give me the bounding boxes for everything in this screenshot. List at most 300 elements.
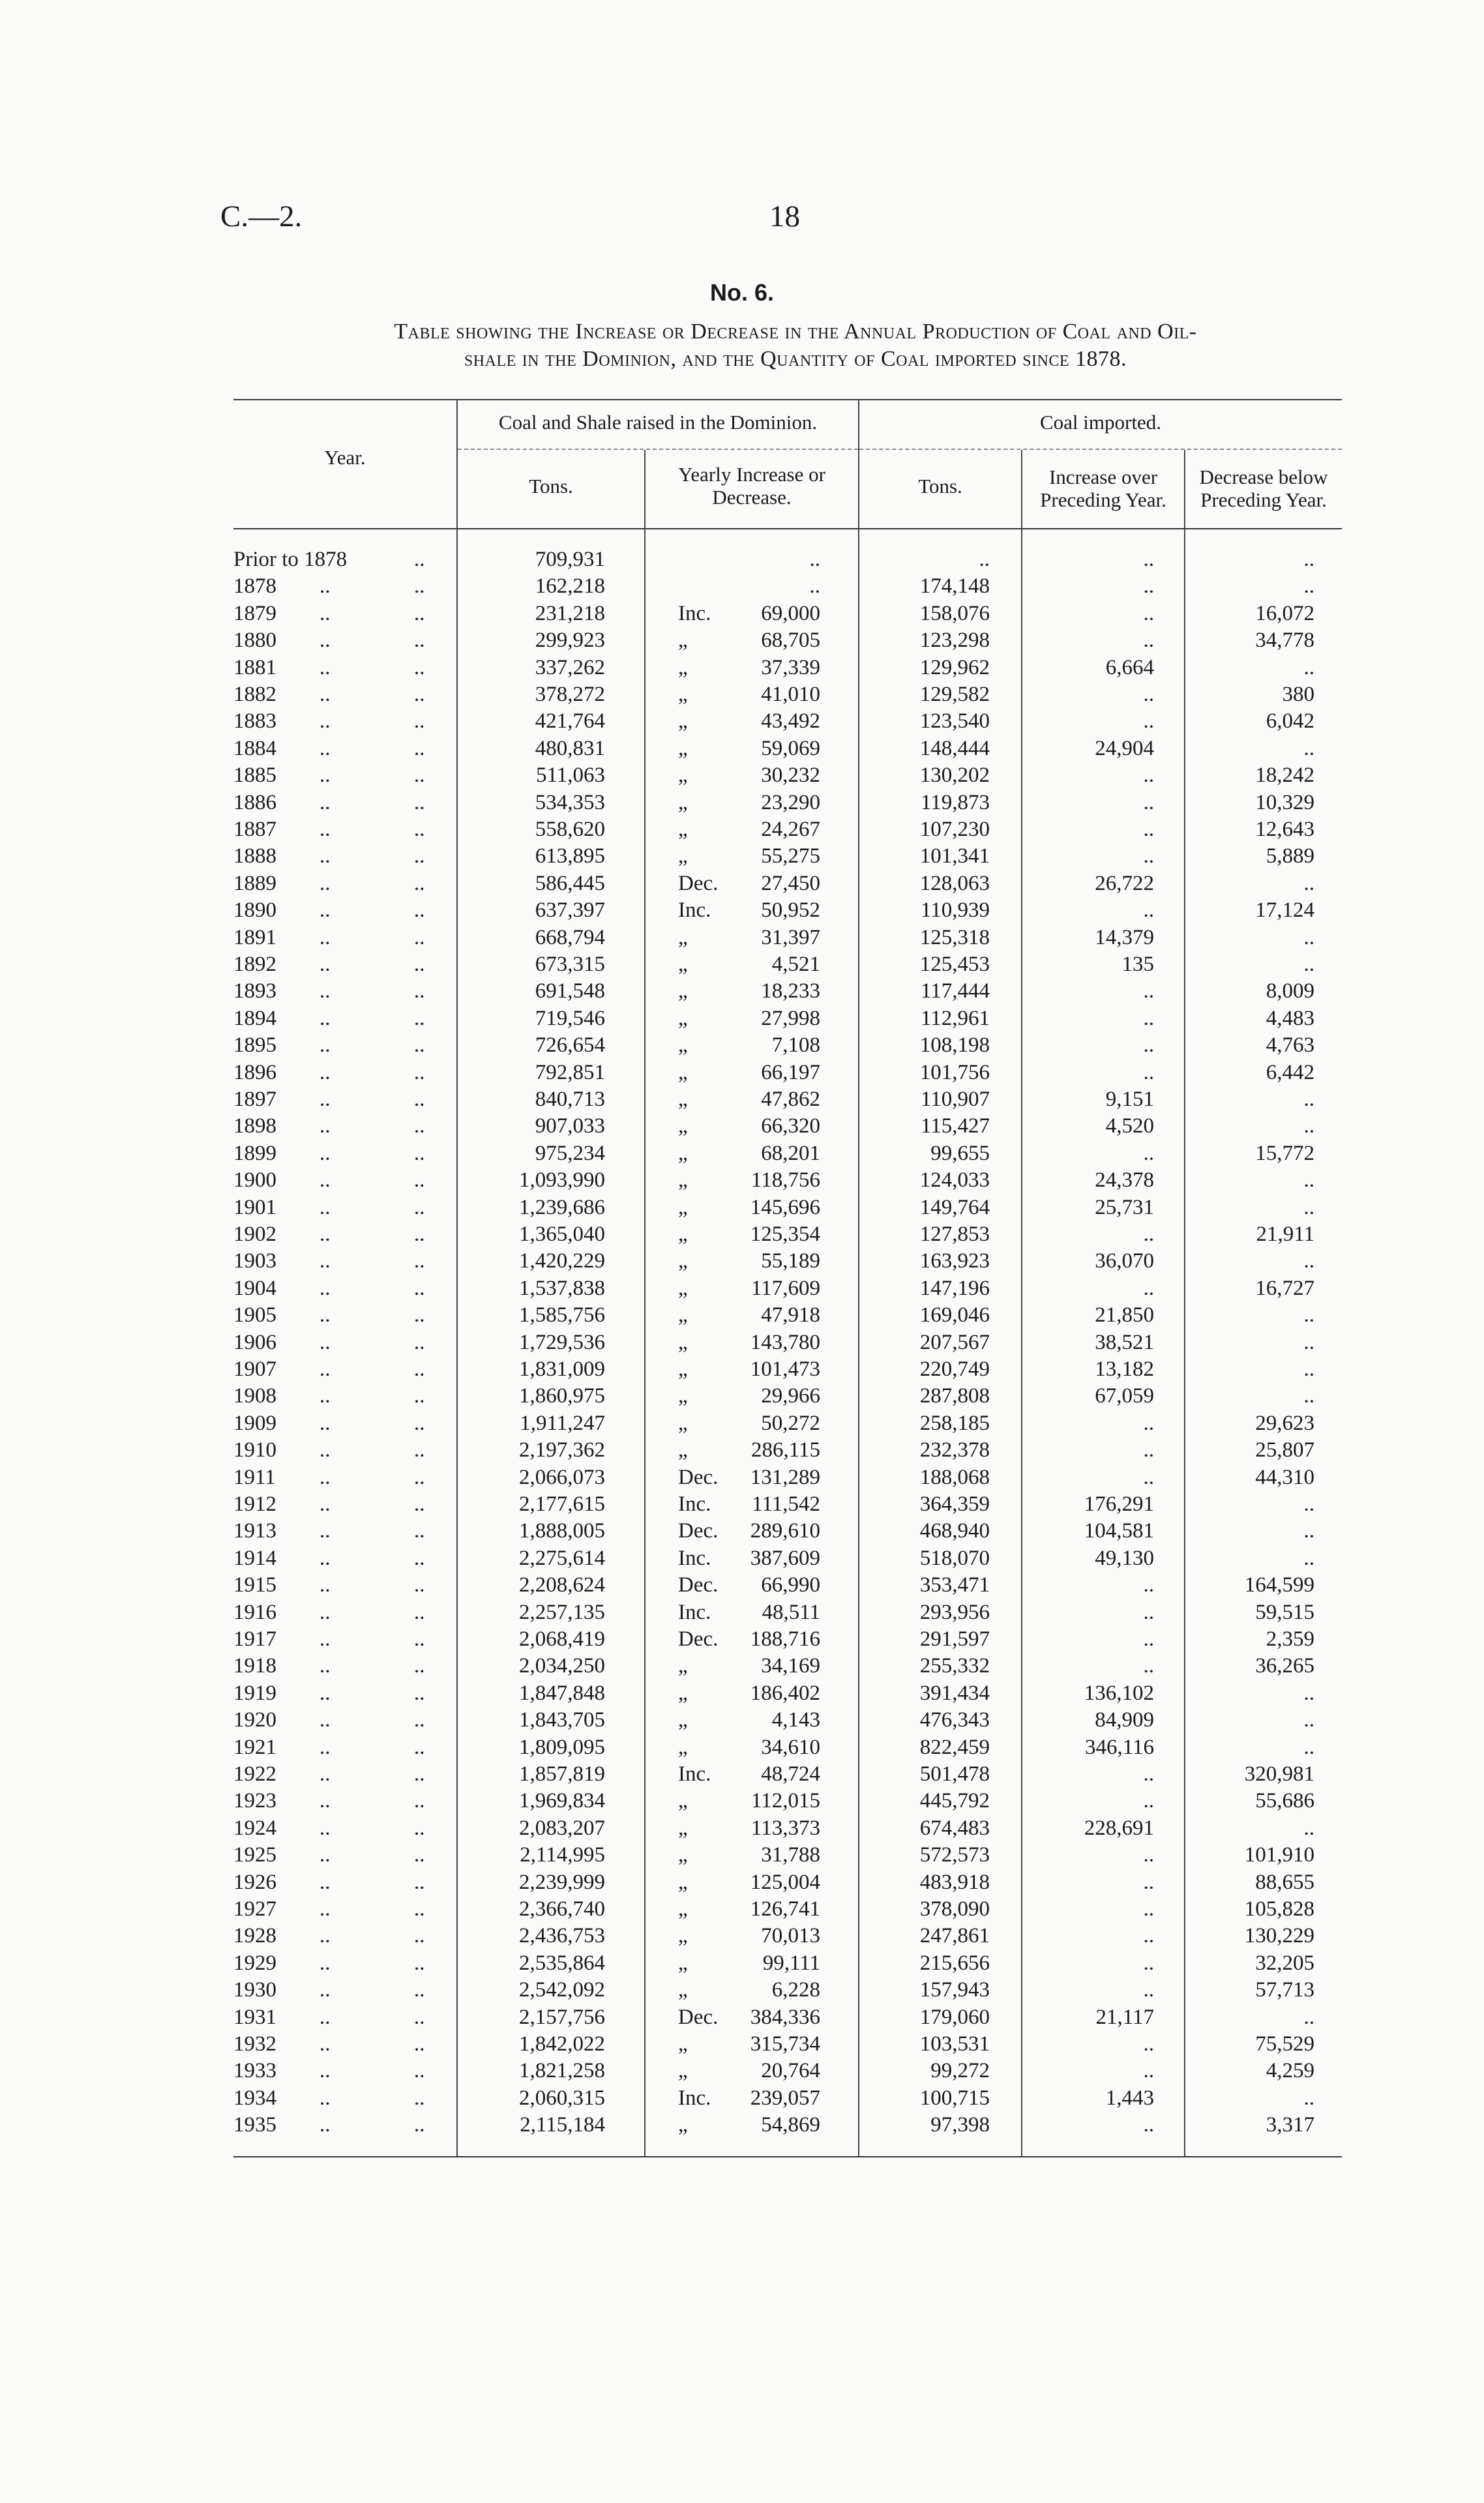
raised-tons-cell: 2,066,073 [519, 1466, 605, 1489]
yearly-change-cell: 48,511 [762, 1601, 820, 1624]
header-imported-tons: Tons. [918, 475, 962, 497]
import-increase-cell: .. [1143, 1466, 1154, 1489]
leader-dots: .. [414, 1654, 425, 1678]
change-direction-cell: „ [678, 1249, 688, 1273]
import-decrease-cell: .. [1303, 1114, 1314, 1138]
table-row [0, 897, 1484, 924]
leader-dots: .. [414, 1492, 425, 1516]
leader-dots: .. [319, 1789, 331, 1813]
yearly-change-cell: 112,015 [750, 1789, 820, 1813]
table-row [0, 708, 1484, 735]
year-cell: 1902 [233, 1222, 276, 1246]
imported-tons-cell: 147,196 [919, 1277, 990, 1300]
yearly-change-cell: 34,610 [761, 1736, 820, 1759]
raised-tons-cell: 421,764 [535, 709, 605, 733]
import-decrease-cell: 130,229 [1244, 1924, 1314, 1948]
year-cell: 1904 [233, 1277, 276, 1300]
leader-dots: .. [414, 1978, 425, 2002]
raised-tons-cell: 1,842,022 [519, 2032, 605, 2056]
year-cell: 1905 [233, 1303, 276, 1327]
import-decrease-cell: .. [1303, 1519, 1314, 1543]
leader-dots: .. [414, 1789, 425, 1813]
leader-dots: .. [319, 574, 331, 598]
import-decrease-cell: .. [1303, 1196, 1314, 1219]
leader-dots: .. [414, 1843, 425, 1867]
import-decrease-cell: .. [1303, 1303, 1314, 1327]
change-direction-cell: Inc. [678, 1547, 711, 1570]
bottom-rule [233, 2156, 1342, 2157]
table-row [0, 1248, 1484, 1275]
imported-tons-cell: 501,478 [919, 1762, 990, 1786]
import-increase-cell: 49,130 [1095, 1547, 1154, 1570]
leader-dots: .. [414, 1951, 425, 1975]
change-direction-cell: „ [678, 1061, 688, 1084]
raised-tons-cell: 1,420,229 [519, 1249, 605, 1273]
raised-tons-cell: 2,083,207 [519, 1816, 605, 1840]
table-title [222, 318, 1369, 373]
import-decrease-cell: .. [1303, 872, 1314, 895]
leader-dots: .. [414, 1736, 425, 1759]
leader-dots: .. [414, 1033, 425, 1057]
imported-tons-cell: 100,715 [919, 2086, 990, 2110]
year-cell: 1893 [233, 979, 276, 1003]
imported-tons-cell: 247,861 [919, 1924, 990, 1948]
leader-dots: .. [319, 1357, 331, 1381]
import-decrease-cell: 4,763 [1266, 1033, 1314, 1057]
import-decrease-cell: 320,981 [1244, 1762, 1314, 1786]
leader-dots: .. [414, 709, 425, 733]
yearly-change-cell: 145,696 [750, 1196, 820, 1219]
leader-dots: .. [319, 844, 331, 868]
yearly-change-cell: 188,716 [750, 1627, 820, 1651]
yearly-change-cell: 31,397 [761, 926, 820, 949]
change-direction-cell: „ [678, 737, 688, 760]
imported-tons-cell: 123,298 [919, 629, 990, 652]
leader-dots: .. [414, 1142, 425, 1165]
yearly-change-cell: 47,862 [761, 1088, 820, 1111]
change-direction-cell: „ [678, 2059, 688, 2082]
leader-dots: .. [319, 2113, 331, 2137]
yearly-change-cell: 113,373 [750, 1816, 820, 1840]
yearly-change-cell: 27,450 [761, 872, 820, 895]
raised-tons-cell: 2,239,999 [519, 1871, 605, 1894]
import-increase-cell: .. [1143, 1951, 1154, 1975]
imported-tons-cell: 117,444 [920, 979, 990, 1003]
imported-tons-cell: 128,063 [919, 872, 990, 895]
change-direction-cell: „ [678, 1222, 688, 1246]
leader-dots: .. [414, 2086, 425, 2110]
table-row [0, 2112, 1484, 2139]
raised-tons-cell: 907,033 [535, 1114, 605, 1138]
yearly-change-cell: 125,354 [750, 1222, 820, 1246]
import-increase-cell: 6,664 [1105, 656, 1154, 679]
imported-tons-cell: 125,453 [919, 953, 990, 976]
import-decrease-cell: 5,889 [1266, 844, 1314, 868]
table-row [0, 1005, 1484, 1032]
yearly-change-cell: 286,115 [750, 1438, 820, 1462]
yearly-change-cell: 47,918 [761, 1303, 820, 1327]
change-direction-cell: „ [678, 1871, 688, 1894]
header-group-raised: Coal and Shale raised in the Dominion. [498, 411, 818, 434]
import-decrease-cell: 8,009 [1266, 979, 1314, 1003]
imported-tons-cell: 822,459 [919, 1736, 990, 1759]
leader-dots: .. [319, 1736, 331, 1759]
year-cell: 1896 [233, 1061, 276, 1084]
raised-tons-cell: 480,831 [535, 737, 605, 760]
imported-tons-cell: 674,483 [919, 1816, 990, 1840]
leader-dots: .. [414, 2032, 425, 2056]
import-decrease-cell: .. [1303, 574, 1314, 598]
imported-tons-cell: 130,202 [919, 763, 990, 787]
leader-dots: .. [414, 818, 425, 841]
import-increase-cell: .. [1143, 979, 1154, 1003]
yearly-change-cell: 37,339 [761, 656, 820, 679]
import-increase-cell: 84,909 [1095, 1708, 1154, 1732]
header-yearly-line-1: Yearly Increase or [678, 463, 825, 486]
change-direction-cell: „ [678, 926, 688, 949]
imported-tons-cell: 101,341 [919, 844, 990, 868]
import-decrease-cell: 57,713 [1255, 1978, 1314, 2002]
import-decrease-cell: 105,828 [1244, 1897, 1314, 1921]
raised-tons-cell: 2,115,184 [520, 2113, 605, 2137]
raised-tons-cell: 162,218 [535, 574, 605, 598]
import-decrease-cell: 6,042 [1266, 709, 1314, 733]
year-cell: 1884 [233, 737, 276, 760]
import-decrease-cell: .. [1303, 953, 1314, 976]
raised-tons-cell: 2,068,419 [519, 1627, 605, 1651]
yearly-change-cell: 50,952 [761, 898, 820, 922]
imported-tons-cell: 97,398 [930, 2113, 990, 2137]
imported-tons-cell: 179,060 [919, 2006, 990, 2029]
header-increase [1022, 466, 1184, 511]
leader-dots: .. [319, 1627, 331, 1651]
change-direction-cell: „ [678, 1357, 688, 1381]
import-increase-cell: .. [1143, 1762, 1154, 1786]
change-direction-cell: „ [678, 1168, 688, 1192]
import-increase-cell: 176,291 [1084, 1492, 1154, 1516]
raised-tons-cell: 1,537,838 [519, 1277, 605, 1300]
leader-dots: .. [414, 1384, 425, 1408]
imported-tons-cell: 232,378 [919, 1438, 990, 1462]
year-cell: 1915 [233, 1573, 276, 1597]
raised-tons-cell: 2,542,092 [519, 1978, 605, 2002]
imported-tons-cell: 129,582 [919, 683, 990, 706]
leader-dots: .. [414, 1222, 425, 1246]
import-increase-cell: .. [1143, 574, 1154, 598]
import-decrease-cell: 55,686 [1255, 1789, 1314, 1813]
table-row [0, 1194, 1484, 1221]
imported-tons-cell: 169,046 [919, 1303, 990, 1327]
table-row [0, 627, 1484, 654]
year-cell: 1911 [233, 1466, 276, 1489]
change-direction-cell: „ [678, 1033, 688, 1057]
yearly-change-cell: 66,197 [761, 1061, 820, 1084]
yearly-change-cell: 70,013 [761, 1924, 820, 1948]
import-increase-cell: 135 [1121, 953, 1154, 976]
import-decrease-cell: 16,072 [1255, 602, 1314, 625]
change-direction-cell: „ [678, 1331, 688, 1354]
import-decrease-cell: .. [1303, 1816, 1314, 1840]
year-cell: 1930 [233, 1978, 276, 2002]
change-direction-cell: Inc. [678, 1601, 711, 1624]
imported-tons-cell: 99,272 [930, 2059, 990, 2082]
import-increase-cell: 228,691 [1084, 1816, 1154, 1840]
leader-dots: .. [319, 1007, 331, 1030]
table-row [0, 1302, 1484, 1329]
leader-dots: .. [319, 872, 331, 895]
raised-tons-cell: 1,888,005 [519, 1519, 605, 1543]
imported-tons-cell: 158,076 [919, 602, 990, 625]
imported-tons-cell: 108,198 [919, 1033, 990, 1057]
raised-group-rule [458, 449, 858, 450]
change-direction-cell: „ [678, 1736, 688, 1759]
year-cell: 1879 [233, 602, 276, 625]
year-cell: 1890 [233, 898, 276, 922]
raised-tons-cell: 709,931 [535, 548, 605, 571]
imported-tons-cell: 188,068 [919, 1466, 990, 1489]
import-increase-cell: .. [1143, 1573, 1154, 1597]
raised-tons-cell: 2,208,624 [519, 1573, 605, 1597]
table-row [0, 1491, 1484, 1518]
table-row [0, 2085, 1484, 2112]
raised-tons-cell: 586,445 [535, 872, 605, 895]
import-decrease-cell: 21,911 [1256, 1222, 1314, 1246]
header-group-imported: Coal imported. [1040, 411, 1161, 434]
year-cell: 1931 [233, 2006, 276, 2029]
leader-dots: .. [414, 1897, 425, 1921]
raised-tons-cell: 1,860,975 [519, 1384, 605, 1408]
header-bottom-rule [233, 528, 1342, 529]
import-increase-cell: .. [1143, 791, 1154, 814]
table-row [0, 1464, 1484, 1491]
leader-dots: .. [414, 1007, 425, 1030]
leader-dots: .. [414, 1924, 425, 1948]
leader-dots: .. [414, 1357, 425, 1381]
change-direction-cell: „ [678, 818, 688, 841]
year-cell: 1897 [233, 1088, 276, 1111]
import-increase-cell: .. [1143, 1843, 1154, 1867]
imported-tons-cell: 149,764 [919, 1196, 990, 1219]
raised-tons-cell: 1,843,705 [519, 1708, 605, 1732]
year-cell: 1899 [233, 1142, 276, 1165]
import-increase-cell: .. [1143, 548, 1154, 571]
year-cell: 1933 [233, 2059, 276, 2082]
change-direction-cell: „ [678, 1277, 688, 1300]
change-direction-cell: „ [678, 1303, 688, 1327]
raised-tons-cell: 2,177,615 [519, 1492, 605, 1516]
year-cell: 1932 [233, 2032, 276, 2056]
year-cell: 1934 [233, 2086, 276, 2110]
change-direction-cell: „ [678, 1978, 688, 2002]
leader-dots: .. [414, 1303, 425, 1327]
yearly-change-cell: 4,143 [771, 1708, 820, 1732]
leader-dots: .. [319, 1438, 331, 1462]
year-cell: 1888 [233, 844, 276, 868]
imported-tons-cell: 107,230 [919, 818, 990, 841]
year-cell: 1892 [233, 953, 276, 976]
table-row [0, 978, 1484, 1005]
import-increase-cell: .. [1143, 1033, 1154, 1057]
raised-tons-cell: 1,847,848 [519, 1681, 605, 1705]
year-cell: 1898 [233, 1114, 276, 1138]
year-cell: 1885 [233, 763, 276, 787]
change-direction-cell: „ [678, 683, 688, 706]
yearly-change-cell: 20,764 [761, 2059, 820, 2082]
import-increase-cell: 25,731 [1095, 1196, 1154, 1219]
leader-dots: .. [414, 574, 425, 598]
table-row [0, 1356, 1484, 1383]
leader-dots: .. [414, 1573, 425, 1597]
change-direction-cell: „ [678, 2113, 688, 2137]
yearly-change-cell: 68,705 [761, 629, 820, 652]
header-year: Year. [324, 446, 366, 469]
raised-tons-cell: 719,546 [535, 1007, 605, 1030]
change-direction-cell: „ [678, 953, 688, 976]
leader-dots: .. [414, 1601, 425, 1624]
import-decrease-cell: 10,329 [1255, 791, 1314, 814]
import-decrease-cell: 29,623 [1255, 1412, 1314, 1435]
import-increase-cell: .. [1143, 1897, 1154, 1921]
leader-dots: .. [319, 1303, 331, 1327]
yearly-change-cell: 101,473 [750, 1357, 820, 1381]
change-direction-cell: „ [678, 1681, 688, 1705]
yearly-change-cell: 384,336 [750, 2006, 820, 2029]
raised-tons-cell: 378,272 [535, 683, 605, 706]
import-increase-cell: .. [1143, 709, 1154, 733]
year-cell: 1926 [233, 1871, 276, 1894]
change-direction-cell: Dec. [678, 1466, 719, 1489]
import-decrease-cell: .. [1303, 1357, 1314, 1381]
change-direction-cell: „ [678, 629, 688, 652]
raised-tons-cell: 1,857,819 [519, 1762, 605, 1786]
import-decrease-cell: 4,259 [1266, 2059, 1314, 2082]
import-increase-cell: 1,443 [1105, 2086, 1154, 2110]
leader-dots: .. [414, 898, 425, 922]
import-increase-cell: 136,102 [1084, 1681, 1154, 1705]
table-row [0, 1086, 1484, 1113]
imported-tons-cell: 124,033 [919, 1168, 990, 1192]
leader-dots: .. [414, 2059, 425, 2082]
import-decrease-cell: .. [1303, 656, 1314, 679]
imported-tons-cell: 157,943 [919, 1978, 990, 2002]
raised-tons-cell: 1,969,834 [519, 1789, 605, 1813]
year-cell: 1889 [233, 872, 276, 895]
table-row [0, 1437, 1484, 1464]
raised-tons-cell: 673,315 [535, 953, 605, 976]
header-increase-line-2: Preceding Year. [1040, 488, 1166, 511]
imported-tons-cell: 123,540 [919, 709, 990, 733]
imported-tons-cell: 129,962 [919, 656, 990, 679]
import-decrease-cell: .. [1303, 1088, 1314, 1111]
leader-dots: .. [414, 1708, 425, 1732]
leader-dots: .. [319, 818, 331, 841]
change-direction-cell: Inc. [678, 898, 711, 922]
raised-tons-cell: 2,114,995 [520, 1843, 605, 1867]
raised-tons-cell: 2,157,756 [519, 2006, 605, 2029]
leader-dots: .. [319, 1033, 331, 1057]
table-title-line-1: Table showing the Increase or Decrease in the Annual Production of Coal and Oil- [394, 319, 1197, 344]
raised-tons-cell: 1,809,095 [519, 1736, 605, 1759]
import-decrease-cell: .. [1303, 1492, 1314, 1516]
yearly-change-cell: 23,290 [761, 791, 820, 814]
change-direction-cell: Dec. [678, 1573, 719, 1597]
change-direction-cell: Inc. [678, 602, 711, 625]
import-decrease-cell: .. [1303, 1168, 1314, 1192]
imported-tons-cell: 127,853 [919, 1222, 990, 1246]
year-cell: 1922 [233, 1762, 276, 1786]
table-title-line-2: shale in the Dominion, and the Quantity of Coal imported since 1878. [464, 347, 1127, 371]
raised-tons-cell: 613,895 [535, 844, 605, 868]
table-row [0, 843, 1484, 870]
change-direction-cell: „ [678, 791, 688, 814]
table-row [0, 1842, 1484, 1869]
leader-dots: .. [414, 737, 425, 760]
raised-tons-cell: 975,234 [535, 1142, 605, 1165]
import-decrease-cell: .. [1303, 1331, 1314, 1354]
import-increase-cell: .. [1143, 1142, 1154, 1165]
table-row [0, 1950, 1484, 1977]
leader-dots: .. [319, 1843, 331, 1867]
leader-dots: .. [414, 629, 425, 652]
leader-dots: .. [319, 926, 331, 949]
change-direction-cell: „ [678, 1088, 688, 1111]
import-increase-cell: .. [1143, 1654, 1154, 1678]
change-direction-cell: „ [678, 979, 688, 1003]
raised-tons-cell: 558,620 [535, 818, 605, 841]
leader-dots: .. [319, 1573, 331, 1597]
leader-dots: .. [319, 1277, 331, 1300]
year-cell: 1880 [233, 629, 276, 652]
imported-tons-cell: 163,923 [919, 1249, 990, 1273]
leader-dots: .. [319, 1249, 331, 1273]
year-cell: 1900 [233, 1168, 276, 1192]
yearly-change-cell: 125,004 [750, 1871, 820, 1894]
leader-dots: .. [414, 1114, 425, 1138]
change-direction-cell: „ [678, 1843, 688, 1867]
import-decrease-cell: 34,778 [1255, 629, 1314, 652]
table-row [0, 1410, 1484, 1437]
raised-tons-cell: 1,365,040 [519, 1222, 605, 1246]
raised-tons-cell: 2,535,864 [519, 1951, 605, 1975]
table-row [0, 1221, 1484, 1248]
imported-tons-cell: 148,444 [919, 737, 990, 760]
leader-dots: .. [319, 1762, 331, 1786]
table-row [0, 925, 1484, 951]
table-row [0, 790, 1484, 816]
raised-tons-cell: 840,713 [535, 1088, 605, 1111]
year-cell: 1882 [233, 683, 276, 706]
yearly-change-cell: 69,000 [761, 602, 820, 625]
yearly-change-cell: 55,189 [761, 1249, 820, 1273]
change-direction-cell: „ [678, 1384, 688, 1408]
leader-dots: .. [414, 872, 425, 895]
import-increase-cell: .. [1143, 2113, 1154, 2137]
imported-tons-cell: 125,318 [919, 926, 990, 949]
change-direction-cell: „ [678, 656, 688, 679]
table-number: No. 6. [709, 279, 774, 306]
leader-dots: .. [414, 1168, 425, 1192]
raised-tons-cell: 2,197,362 [519, 1438, 605, 1462]
change-direction-cell: „ [678, 2032, 688, 2056]
import-increase-cell: .. [1143, 1627, 1154, 1651]
yearly-change-cell: 41,010 [761, 683, 820, 706]
change-direction-cell: Dec. [678, 1627, 719, 1651]
imported-tons-cell: 483,918 [919, 1871, 990, 1894]
import-increase-cell: 14,379 [1095, 926, 1154, 949]
header-decrease-line-1: Decrease below [1199, 466, 1328, 488]
table-row [0, 1734, 1484, 1761]
yearly-change-cell: 34,169 [761, 1654, 820, 1678]
